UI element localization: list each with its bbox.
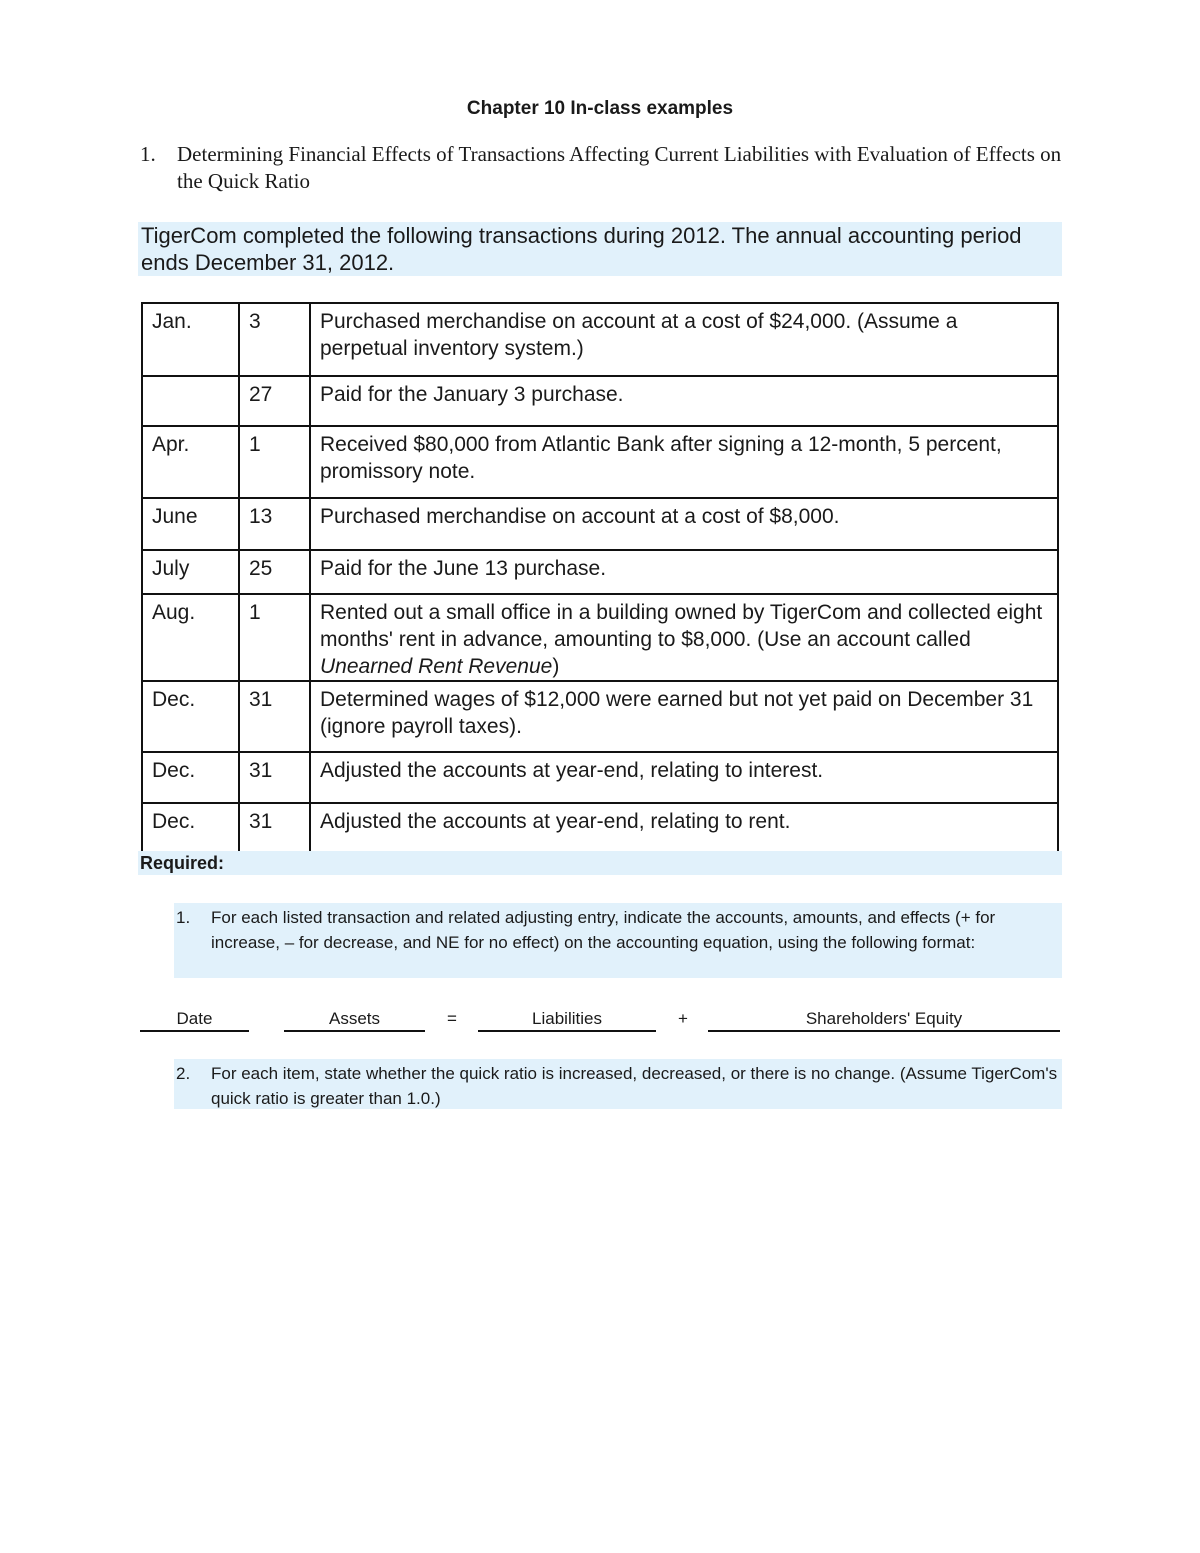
format-plus: + [678,1009,688,1028]
table-row [142,681,1058,752]
month-cell: Dec. [142,681,239,752]
table-row [142,498,1058,550]
month-cell: Jan. [142,303,239,376]
format-equals: = [447,1009,457,1028]
table-row [142,550,1058,594]
required-item-text: For each listed transaction and related adjusting entry, indicate the accounts, amounts, and effects (+ for increase, – for decrease, and NE for no effect) on the accounting equation, using the following format: [211,908,996,952]
question-text: Determining Financial Effects of Transactions Affecting Current Liabilities with Evaluation of Effects on the Quick Ratio [177,142,1062,193]
account-name: Unearned Rent Revenue [320,655,553,678]
month-cell: Dec. [142,752,239,803]
month-cell [142,376,239,426]
month-cell: Aug. [142,594,239,681]
equation-format [0,1008,1200,1034]
day-cell: 31 [239,681,310,752]
intro-text: TigerCom completed the following transactions during 2012. The annual accounting period ends December 31, 2012. [138,222,1062,276]
day-cell: 13 [239,498,310,550]
month-cell: July [142,550,239,594]
required-item-number: 1. [176,908,191,927]
month-cell: Apr. [142,426,239,498]
required-label: Required: [138,851,1062,875]
description-cell: Purchased merchandise on account at a cost of $24,000. (Assume a perpetual inventory system.) [310,303,1058,376]
table-row [142,803,1058,854]
page-title: Chapter 10 In-class examples [466,98,734,119]
day-cell: 25 [239,550,310,594]
day-cell: 31 [239,803,310,854]
table-row [142,376,1058,426]
month-cell: June [142,498,239,550]
table-row [142,752,1058,803]
format-assets: Assets [284,1008,425,1032]
description-cell: Determined wages of $12,000 were earned but not yet paid on December 31 (ignore payroll taxes). [310,681,1058,752]
description-text-end: ) [552,655,560,678]
description-cell: Purchased merchandise on account at a cost of $8,000. [310,498,1058,550]
description-cell: Paid for the June 13 purchase. [310,550,1058,594]
day-cell: 27 [239,376,310,426]
table-row [142,594,1058,681]
question-heading [140,141,1070,195]
required-item [174,1059,1062,1109]
description-cell: Adjusted the accounts at year-end, relating to interest. [310,752,1058,803]
day-cell: 31 [239,752,310,803]
format-liabilities: Liabilities [478,1008,656,1032]
table-row [142,426,1058,498]
required-item [174,903,1062,978]
required-item-number: 2. [176,1064,191,1083]
description-cell: Adjusted the accounts at year-end, relating to rent. [310,803,1058,854]
description-cell: Paid for the January 3 purchase. [310,376,1058,426]
description-cell [310,594,1058,681]
format-date: Date [140,1008,249,1032]
transactions-table [141,302,1059,855]
required-item-text: For each item, state whether the quick ratio is increased, decreased, or there is no change. (Assume TigerCom's quick ratio is greater than 1.0.) [211,1064,1058,1108]
table-row [142,303,1058,376]
day-cell: 1 [239,426,310,498]
description-text: Rented out a small office in a building owned by TigerCom and collected eight months' rent in advance, amounting to $8,000. (Use an account called [320,601,1043,651]
day-cell: 3 [239,303,310,376]
question-number: 1. [140,142,156,166]
day-cell: 1 [239,594,310,681]
month-cell: Dec. [142,803,239,854]
format-equity: Shareholders' Equity [708,1008,1060,1032]
description-cell: Received $80,000 from Atlantic Bank after signing a 12-month, 5 percent, promissory note. [310,426,1058,498]
